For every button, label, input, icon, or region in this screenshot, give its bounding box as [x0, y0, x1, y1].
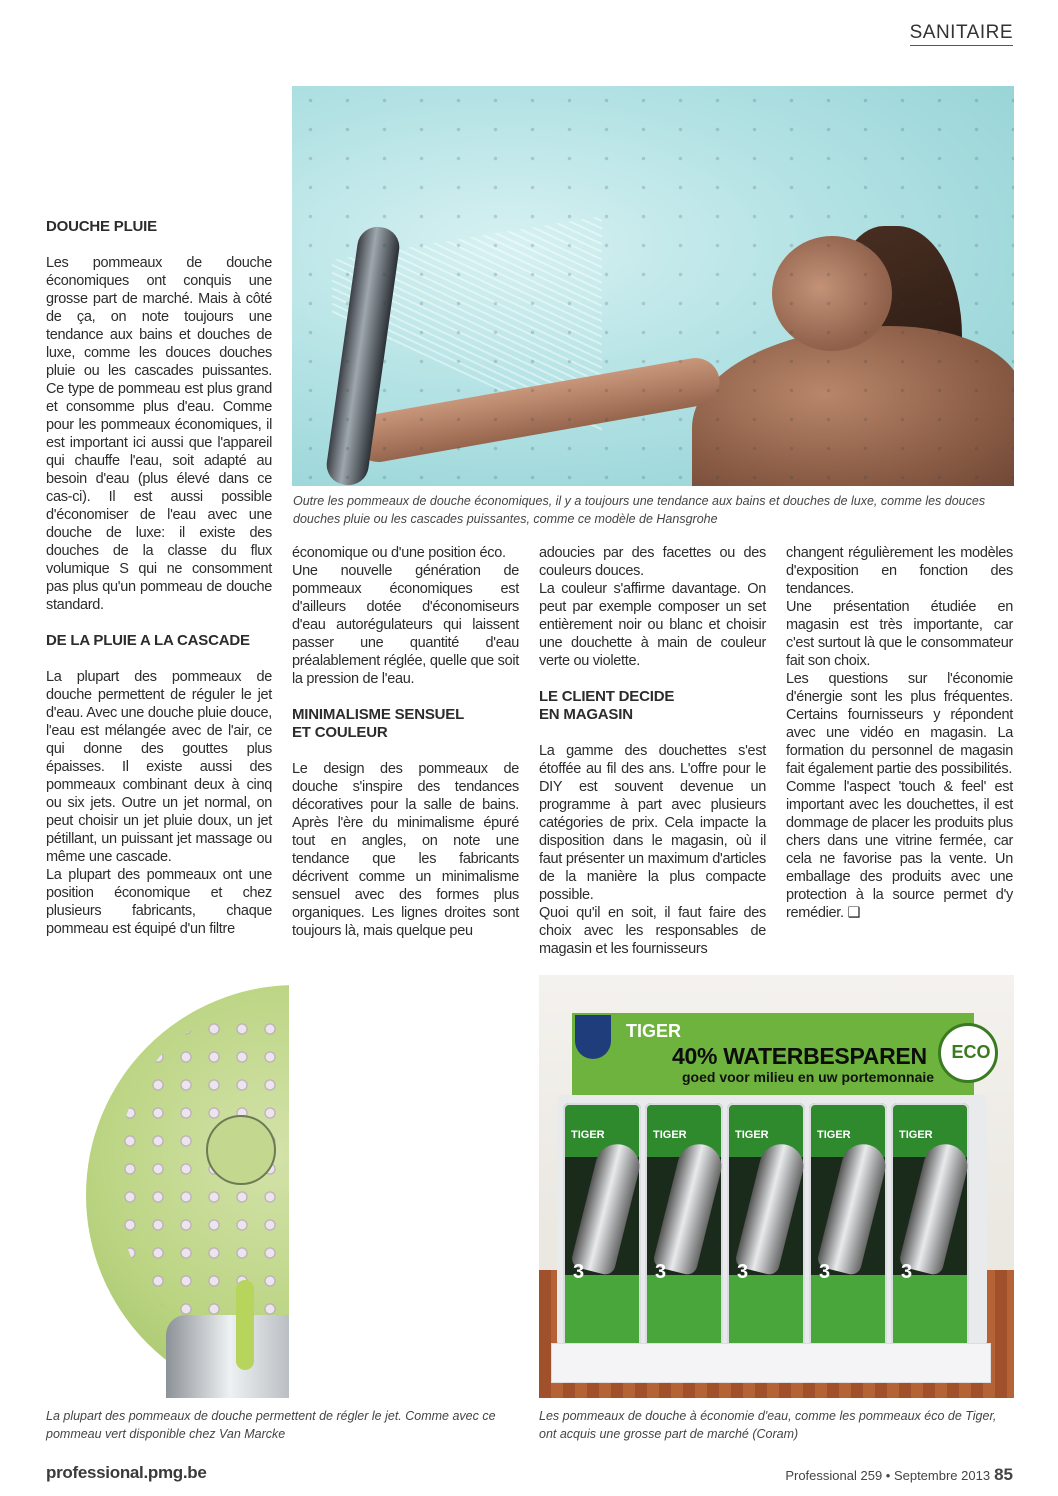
hero-photo [292, 86, 1014, 486]
sign-subline: goed voor milieu en uw portemonnaie [682, 1069, 935, 1085]
product-pack: TIGER 3 [809, 1103, 887, 1349]
product-pack: TIGER 3 [645, 1103, 723, 1349]
paragraph: La couleur s'affirme davantage. On peut par exemple composer un set entièrement noir ou blanc et choisir une douchette à main de couleur verte ou violette. [539, 581, 766, 669]
heading-pluie-cascade: DE LA PLUIE A LA CASCADE [46, 632, 250, 649]
green-selector [236, 1280, 254, 1370]
column-2 [292, 544, 519, 940]
hero-caption: Outre les pommeaux de douche économiques, il y a toujours une tendance aux bains et douches de luxe, comme les douces douches pluie ou les cascades puissantes, comme ce modèle de Hansgrohe [293, 494, 986, 526]
column-4 [786, 544, 1013, 922]
heading-minimalisme: MINIMALISME SENSUEL ET COULEUR [292, 706, 465, 741]
water-drops [292, 86, 1014, 486]
chrome-handle [166, 1315, 289, 1398]
paragraph: Comme l'aspect 'touch & feel' est important avec les douchettes, il est dommage de placer les produits plus chers dans une vitrine fermée, car cela ne favorise pas la vente. Un emballage des produits avec une protection à la source permet d'y remédier. ❑ [786, 779, 1013, 921]
showerhead-caption: La plupart des pommeaux de douche permettent de régler le jet. Comme avec ce pommeau vert disponible chez Van Marcke [46, 1409, 496, 1441]
paragraph: Une présentation étudiée en magasin est très importante, car c'est surtout là que le consommateur fait son choix. [786, 599, 1013, 669]
eco-badge-icon: ECO [938, 1023, 998, 1083]
display-sign [572, 1013, 991, 1098]
heading-client-decide: LE CLIENT DECIDE EN MAGASIN [539, 688, 675, 723]
paragraph: La plupart des pommeaux ont une position économique et chez plusieurs fabricants, chaque pommeau est équipé d'un filtre [46, 867, 272, 937]
sign-brand: TIGER [626, 1021, 682, 1041]
page-number: 85 [994, 1465, 1013, 1484]
product-pack: TIGER 3 [563, 1103, 641, 1349]
paragraph: économique ou d'une position éco. [292, 545, 506, 561]
column-3 [539, 544, 766, 958]
paragraph: La plupart des pommeaux de douche permettent de réguler le jet d'eau. Avec une douche pluie douce, l'eau est mélangée avec de l'air, ce qui donne des gouttes plus épaisses. Il existe aussi des pommeaux combinant deux à cinq ou six jets. Outre un jet normal, on peut choisir un jet pluie doux, un jet pétillant, un puissant jet massage ou même une cascade. [46, 669, 272, 865]
tiger-display-photo [539, 975, 1014, 1398]
footer-issue: Professional 259 • Septembre 2013 85 [785, 1465, 1013, 1484]
end-mark-icon: ❑ [847, 905, 861, 921]
footer-website[interactable]: professional.pmg.be [46, 1463, 207, 1482]
paragraph: adoucies par des facettes ou des couleurs douces. [539, 545, 766, 579]
column-1 [46, 218, 272, 938]
showerhead-photo [46, 975, 289, 1398]
paragraph: Les pommeaux de douche économiques ont conquis une grosse part de marché. Mais à côté de ça, on note toujours une tendance aux bains et douches de luxe, comme les douces douches pluie ou les cascades puissantes. Ce type de pommeau est plus grand et consomme plus d'eau. Comme pour les pommeaux économiques, il est important ici aussi que l'appareil qui chauffe l'eau, soit adapté au besoin d'eau (plus élevé dans ce cas-ci). Il est aussi possible d'économiser de l'eau avec une douche de luxe: il existe des douches de la classe du flux volumique S qui ne consomment pas plus qu'un pommeau de douche standard. [46, 255, 272, 613]
product-pack: TIGER 3 [727, 1103, 805, 1349]
paragraph: Quoi qu'il en soit, il faut faire des choix avec les responsables de magasin et les fournisseurs [539, 905, 766, 957]
paragraph: changent régulièrement les modèles d'exposition en fonction des tendances. [786, 545, 1013, 597]
sign-slogan: 40% WATERBESPAREN [672, 1043, 927, 1069]
product-pack: TIGER 3 [891, 1103, 969, 1349]
tiger-shield-icon [575, 1015, 611, 1059]
heading-douche-pluie: DOUCHE PLUIE [46, 218, 157, 235]
tiger-caption: Les pommeaux de douche à économie d'eau, comme les pommeaux éco de Tiger, ont acquis une grosse part de marché (Coram) [539, 1409, 997, 1441]
display-base [551, 1343, 991, 1383]
paragraph: Une nouvelle génération de pommeaux économiques est d'ailleurs dotée d'économiseurs d'eau autorégulateurs qui laissent passer une quantité d'eau préalablement réglée, quelle que soit la pression de l'eau. [292, 563, 519, 687]
center-button [206, 1115, 276, 1185]
paragraph: Les questions sur l'économie d'énergie sont les plus fréquentes. Certains fournisseurs y répondent avec une vidéo en magasin. La formation du personnel de magasin fait également partie des possibilités. [786, 671, 1013, 777]
paragraph: La gamme des douchettes s'est étoffée au fil des ans. L'offre pour le DIY est souvent devenue un programme à part avec plusieurs catégories de prix. Cela impacte la disposition dans le magasin, où il faut présenter un maximum d'articles de la manière la plus compacte possible. [539, 743, 766, 903]
section-tag: SANITAIRE [910, 22, 1013, 46]
paragraph: Le design des pommeaux de douche s'inspire des tendances décoratives pour la salle de bains. Après l'ère du minimalisme épuré tout en angles, on note une tendance que les fabricants décrivent comme un minimalisme sensuel avec des formes plus organiques. Les lignes droites sont toujours là, mais quelque peu [292, 761, 519, 939]
